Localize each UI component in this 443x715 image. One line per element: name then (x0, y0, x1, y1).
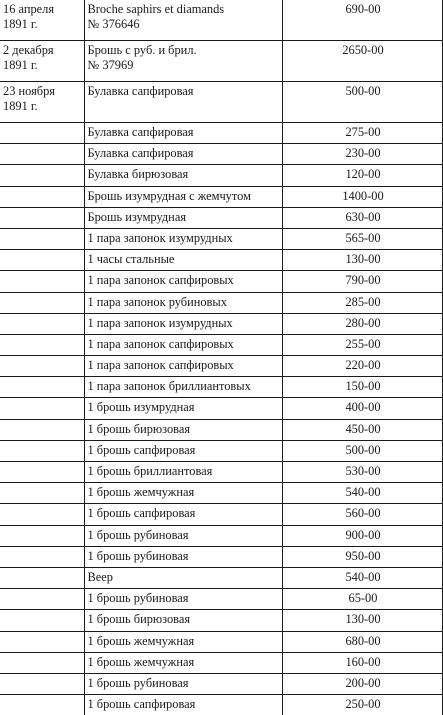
date-line: 16 апреля (3, 2, 55, 16)
price-cell: 255-00 (282, 334, 442, 355)
price-cell: 65-00 (282, 589, 442, 610)
item-cell (84, 610, 282, 631)
date-cell (0, 186, 84, 207)
table-row (0, 462, 442, 483)
date-cell (0, 440, 84, 461)
date-line: 1891 г. (3, 99, 38, 113)
date-cell (0, 504, 84, 525)
table-row (0, 631, 442, 652)
item-line: Broche saphirs et diamands (87, 2, 225, 16)
price-cell: 630-00 (282, 207, 442, 228)
date-cell (0, 610, 84, 631)
price-cell: 280-00 (282, 313, 442, 334)
date-cell (0, 419, 84, 440)
table-row (0, 398, 442, 419)
item-cell (84, 546, 282, 567)
date-cell (0, 631, 84, 652)
item-cell (84, 228, 282, 249)
price-cell: 530-00 (282, 462, 442, 483)
price-cell: 130-00 (282, 610, 442, 631)
price-cell: 790-00 (282, 271, 442, 292)
price-cell: 540-00 (282, 567, 442, 588)
price-cell: 275-00 (282, 123, 442, 144)
item-cell (84, 123, 282, 144)
item-cell (84, 504, 282, 525)
price-cell: 160-00 (282, 652, 442, 673)
date-line: 23 ноября (3, 84, 55, 98)
price-cell: 1400-00 (282, 186, 442, 207)
table-row (0, 504, 442, 525)
item-cell (84, 567, 282, 588)
table-row (0, 271, 442, 292)
date-cell (0, 652, 84, 673)
item-cell (84, 695, 282, 715)
price-cell: 450-00 (282, 419, 442, 440)
date-cell (0, 123, 84, 144)
item-line: 1 брошь сапфировая (87, 697, 196, 712)
item-cell (84, 165, 282, 186)
item-line: 1 брошь бирюзовая (87, 421, 191, 436)
price-cell: 220-00 (282, 356, 442, 377)
date-cell (0, 377, 84, 398)
date-cell (0, 334, 84, 355)
table-row (0, 567, 442, 588)
price-cell: 565-00 (282, 228, 442, 249)
table-row (0, 41, 442, 82)
date-cell (0, 0, 84, 41)
item-line: 1 пара запонок бриллиантовых (87, 379, 251, 394)
item-cell (84, 250, 282, 271)
item-line: 1 брошь сапфировая (87, 442, 196, 457)
price-cell: 285-00 (282, 292, 442, 313)
item-cell (84, 334, 282, 355)
date-line: 1891 г. (3, 17, 38, 31)
item-cell (84, 41, 282, 82)
item-cell (84, 292, 282, 313)
table-row (0, 356, 442, 377)
item-line: 1 брошь жемчужная (87, 654, 195, 669)
date-cell (0, 250, 84, 271)
price-cell: 400-00 (282, 398, 442, 419)
table-row (0, 440, 442, 461)
item-line: 1 брошь жемчужная (87, 485, 195, 500)
item-cell (84, 144, 282, 165)
item-cell (84, 631, 282, 652)
item-cell (84, 398, 282, 419)
date-cell (0, 462, 84, 483)
item-cell (84, 207, 282, 228)
item-line: 1 брошь рубиновая (87, 591, 189, 606)
table-row (0, 207, 442, 228)
price-cell: 500-00 (282, 440, 442, 461)
item-cell (84, 377, 282, 398)
item-cell (84, 652, 282, 673)
date-cell (0, 165, 84, 186)
table-row (0, 144, 442, 165)
table-row (0, 123, 442, 144)
price-cell: 690-00 (282, 0, 442, 41)
table-row (0, 673, 442, 694)
date-cell (0, 356, 84, 377)
item-cell (84, 462, 282, 483)
item-line: 1 брошь изумрудная (87, 400, 195, 415)
item-line: Брошь с руб. и брил. (87, 43, 197, 57)
date-line: 2 декабря (3, 43, 54, 57)
table-row (0, 419, 442, 440)
table-row (0, 292, 442, 313)
date-cell (0, 695, 84, 715)
date-cell (0, 673, 84, 694)
item-line: 1 пара запонок изумрудных (87, 315, 233, 330)
table-row (0, 652, 442, 673)
date-cell (0, 589, 84, 610)
date-cell (0, 567, 84, 588)
item-line: 1 брошь жемчужная (87, 633, 195, 648)
table-row (0, 377, 442, 398)
date-cell (0, 228, 84, 249)
table-row (0, 250, 442, 271)
table-row (0, 0, 442, 41)
price-cell: 230-00 (282, 144, 442, 165)
table-row (0, 82, 442, 123)
item-line: Брошь изумрудная с жемчутом (87, 188, 251, 203)
price-cell: 950-00 (282, 546, 442, 567)
date-cell (0, 41, 84, 82)
date-cell (0, 144, 84, 165)
price-cell: 540-00 (282, 483, 442, 504)
item-line: 1 пара запонок сапфировых (87, 273, 234, 288)
price-cell: 680-00 (282, 631, 442, 652)
item-line: № 376646 (87, 17, 140, 31)
table-row (0, 589, 442, 610)
item-cell (84, 271, 282, 292)
table-row (0, 525, 442, 546)
item-line: 1 пара запонок рубиновых (87, 294, 227, 309)
item-line: 1 брошь бриллиантовая (87, 464, 213, 478)
date-cell (0, 82, 84, 123)
table-row (0, 483, 442, 504)
price-cell: 130-00 (282, 250, 442, 271)
price-cell: 120-00 (282, 165, 442, 186)
item-cell (84, 186, 282, 207)
price-cell: 2650-00 (282, 41, 442, 82)
item-line: Булавка сапфировая (87, 84, 194, 98)
table-row (0, 165, 442, 186)
date-cell (0, 525, 84, 546)
item-cell (84, 82, 282, 123)
item-cell (84, 589, 282, 610)
price-cell: 900-00 (282, 525, 442, 546)
table-row (0, 546, 442, 567)
table-row (0, 313, 442, 334)
item-line: 1 брошь рубиновая (87, 675, 189, 690)
date-cell (0, 546, 84, 567)
item-cell (84, 0, 282, 41)
item-cell (84, 525, 282, 546)
table-row (0, 695, 442, 715)
date-cell (0, 271, 84, 292)
date-cell (0, 292, 84, 313)
price-cell: 200-00 (282, 673, 442, 694)
item-line: 1 часы стальные (87, 252, 175, 267)
date-line: 1891 г. (3, 58, 38, 72)
table-row (0, 228, 442, 249)
item-line: 1 пара запонок изумрудных (87, 230, 233, 245)
item-line: Булавка бирюзовая (87, 167, 189, 182)
table-row (0, 334, 442, 355)
item-cell (84, 483, 282, 504)
item-line: Веер (87, 569, 113, 584)
price-cell: 500-00 (282, 82, 442, 123)
price-cell: 250-00 (282, 695, 442, 715)
table-row (0, 610, 442, 631)
item-line: № 37969 (87, 58, 134, 72)
date-cell (0, 207, 84, 228)
item-cell (84, 356, 282, 377)
item-line: 1 брошь рубиновая (87, 548, 189, 563)
item-line: Булавка сапфировая (87, 146, 194, 161)
item-cell (84, 419, 282, 440)
item-cell (84, 313, 282, 334)
item-cell (84, 440, 282, 461)
item-line: 1 пара запонок сапфировых (87, 336, 234, 351)
item-line: 1 брошь бирюзовая (87, 612, 191, 627)
date-cell (0, 313, 84, 334)
item-line: Булавка сапфировая (87, 125, 194, 139)
item-cell (84, 673, 282, 694)
item-line: Брошь изумрудная (87, 209, 187, 224)
table-row (0, 186, 442, 207)
item-line: 1 пара запонок сапфировых (87, 358, 234, 373)
price-cell: 150-00 (282, 377, 442, 398)
item-line: 1 брошь сапфировая (87, 506, 196, 521)
price-cell: 560-00 (282, 504, 442, 525)
date-cell (0, 483, 84, 504)
date-cell (0, 398, 84, 419)
item-line: 1 брошь рубиновая (87, 527, 189, 542)
